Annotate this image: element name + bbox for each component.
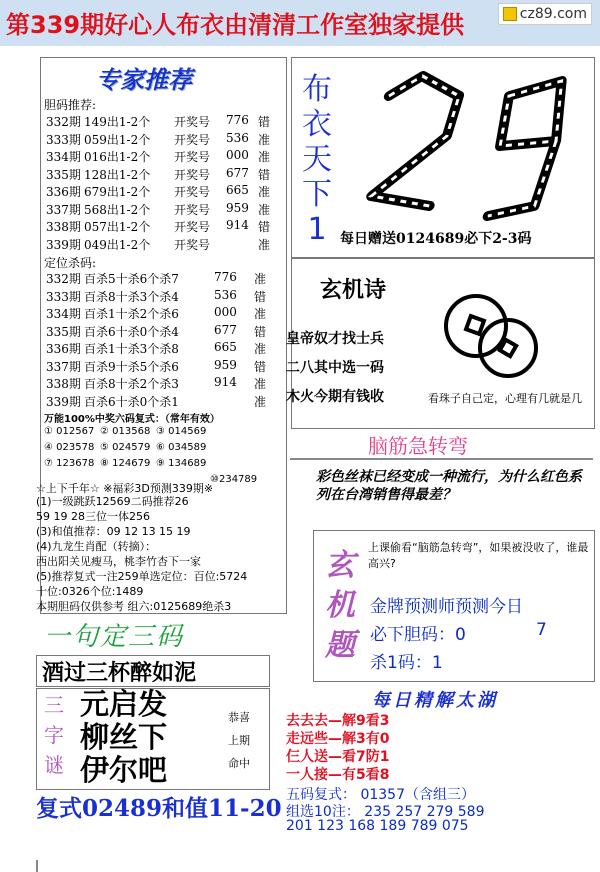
kill-label: 定位杀码:: [44, 256, 97, 270]
dan-num: 000: [226, 148, 249, 162]
congrats-line: 命中: [228, 757, 250, 770]
kill-period: 336期: [46, 342, 81, 356]
dan-table: [46, 113, 281, 253]
xuanji-char: 机: [325, 588, 355, 623]
brain-question: 彩色丝袜已经变成一种流行，为什么红色系列在台湾销售得最差？: [316, 469, 582, 503]
kill-pick: 百杀9十杀5个杀6: [84, 359, 179, 374]
xuanji-line2: 必下胆码：0: [370, 625, 466, 645]
kill-row: [46, 393, 281, 410]
dan-period: 337期: [46, 202, 81, 217]
dan-row: [46, 183, 281, 200]
dan-period: 339期: [46, 237, 81, 252]
kill-pick: 百杀1十杀3个杀8: [84, 342, 179, 356]
dan-res: 准: [258, 150, 271, 164]
xuanji-char: 玄: [325, 548, 355, 583]
big-number-graphic: [346, 56, 586, 228]
daily-gift: 每日赠送0124689必下2-3码: [340, 231, 532, 247]
six-code-item: ⑩234789: [210, 474, 258, 485]
taihu-line: 一人接—有5看8: [286, 767, 390, 783]
logo-text: cz89.com: [519, 6, 587, 22]
dan-row: [46, 218, 281, 235]
dan-row: [46, 166, 281, 183]
dan-pick: 057出1-2个: [84, 220, 151, 234]
congrats-line: 上期: [228, 734, 250, 747]
logo-icon: [503, 7, 517, 21]
xuanji-line2-b: 7: [536, 620, 547, 640]
dan-row: [46, 131, 281, 148]
dan-label: 开奖号: [174, 220, 211, 234]
buyi-char: 1: [307, 212, 327, 247]
buyi-char: 天: [302, 142, 332, 177]
forecast-lines: [36, 494, 247, 614]
forecast-line: (4)九龙生肖配（转摘）：: [36, 540, 157, 553]
dan-label: 开奖号: [174, 150, 211, 164]
kill-row: [46, 305, 281, 322]
divider: [290, 458, 593, 460]
buyi-char: 衣: [302, 107, 332, 142]
kill-res: 准: [254, 307, 267, 321]
forecast-line: (1)一级跳跃12569二码推荐26: [36, 495, 189, 508]
taihu-lines: [286, 712, 389, 784]
kill-period: 334期: [46, 307, 81, 321]
kill-res: 错: [254, 359, 267, 374]
buyi-char: 布: [302, 72, 332, 107]
dan-num: 776: [226, 113, 249, 127]
dan-num: 665: [226, 183, 249, 197]
dan-pick: 128出1-2个: [84, 167, 151, 182]
dan-period: 335期: [46, 167, 81, 182]
kill-row: [46, 288, 281, 305]
dan-row: [46, 148, 281, 165]
xuanji-line3: 杀1码：1: [370, 653, 443, 673]
dan-label: 开奖号: [174, 115, 211, 129]
dan-res: 准: [258, 132, 271, 147]
kill-num: 000: [214, 305, 237, 319]
kill-period: 338期: [46, 377, 81, 391]
kill-row: [46, 270, 281, 287]
dan-period: 332期: [46, 115, 81, 129]
dan-res: 准: [258, 202, 271, 217]
buyi-char: 下: [302, 177, 332, 212]
dan-label: 开奖号: [174, 167, 211, 182]
wuma: 五码复式： 01357（含组三）: [286, 787, 475, 803]
forecast-line: 本期胆码仅供参考 组六:0125689绝杀3: [36, 600, 232, 613]
yiju-phrase: 酒过三杯醉如泥: [42, 660, 197, 686]
congrats-line: 恭喜: [228, 711, 250, 724]
six-code-item: ① 012567: [44, 426, 95, 437]
dan-num: 677: [226, 165, 249, 180]
kill-row: [46, 340, 281, 357]
riddle-side: [40, 690, 68, 780]
header-banner: [0, 0, 600, 46]
kill-period: 333期: [46, 289, 81, 304]
dan-num: 914: [226, 218, 249, 232]
zu2: 201 123 168 189 789 075: [286, 818, 469, 834]
dan-period: 334期: [46, 150, 81, 164]
riddle-side-char: 谜: [44, 753, 64, 777]
kill-res: 准: [254, 342, 267, 356]
dan-label: 开奖号: [174, 202, 211, 217]
dan-res: 错: [258, 167, 271, 182]
kill-res: 错: [254, 324, 267, 339]
riddle-side-char: 三: [44, 693, 64, 717]
yiju-title: 一句定三码: [44, 622, 185, 652]
brain-title: 脑筋急转弯: [368, 434, 468, 458]
poem-line: 木火今期有钱收: [286, 389, 384, 405]
poem-lines: [286, 325, 384, 412]
kill-pick: 百杀6十杀0个杀1: [84, 394, 179, 409]
xuanji-char: 题: [325, 628, 355, 663]
kill-res: 错: [254, 289, 267, 304]
buyi-vertical: [298, 72, 336, 247]
dan-label: 开奖号: [174, 132, 211, 147]
riddle-line: 伊尔吧: [80, 753, 168, 787]
kill-num: 677: [214, 322, 237, 337]
dan-res: 错: [258, 115, 271, 129]
kill-pick: 百杀6十杀0个杀4: [84, 324, 179, 339]
kill-res: 准: [254, 394, 267, 409]
kill-pick: 百杀1十杀2个杀6: [84, 307, 179, 321]
dan-res: 准: [258, 185, 271, 199]
forecast-line: 十位:0326个位:1489: [36, 585, 144, 598]
kill-pick: 百杀8十杀3个杀4: [84, 289, 179, 304]
kill-row: [46, 358, 281, 375]
poem-hint: 看珠子自己定，心理有几就是几: [428, 392, 582, 405]
dan-pick: 149出1-2个: [84, 115, 151, 129]
digit-9: [488, 81, 567, 216]
dan-res: 错: [258, 220, 271, 234]
xuanji-side: [320, 546, 360, 666]
six-code-item: ⑨ 134689: [156, 458, 207, 469]
six-code-grid: [44, 426, 284, 485]
poem-title: 玄机诗: [320, 278, 387, 303]
kill-num: 776: [214, 270, 237, 284]
dan-row: [46, 236, 281, 253]
kill-pick: 百杀5十杀6个杀7: [84, 272, 179, 286]
riddle-line: 柳丝下: [80, 720, 168, 754]
kill-row: [46, 323, 281, 340]
dan-res: 准: [258, 237, 271, 252]
poem-line: 二八其中选一码: [286, 360, 384, 376]
six-code-item: ⑧ 124679: [100, 458, 151, 469]
forecast-head: ☆上下千年☆ ※福彩3D预测339期※: [36, 482, 214, 495]
dan-label: 开奖号: [174, 185, 211, 199]
kill-pick: 百杀8十杀2个杀3: [84, 377, 179, 391]
six-code-title: 万能100%中奖六码复式：（常年有效）: [44, 414, 220, 425]
expert-title: 专家推荐: [96, 65, 192, 94]
taihu-line: 仨人送—看7防1: [286, 749, 390, 765]
zu1: 组选10注： 235 257 279 589: [286, 804, 485, 820]
dan-pick: 059出1-2个: [84, 132, 151, 147]
dan-row: [46, 201, 281, 218]
taihu-line: 去去去—解9看3: [286, 713, 390, 729]
kill-period: 337期: [46, 359, 81, 374]
dan-num: 536: [226, 130, 249, 145]
kill-res: 准: [254, 377, 267, 391]
kill-res: 准: [254, 272, 267, 286]
site-logo[interactable]: [498, 3, 592, 25]
fushi-line: 复式02489和值11-20: [36, 795, 282, 822]
riddle-side-char: 字: [44, 723, 64, 747]
six-code-item: ④ 023578: [44, 442, 95, 453]
kill-period: 332期: [46, 272, 81, 286]
dan-label: 胆码推荐:: [44, 98, 97, 112]
dan-period: 338期: [46, 220, 81, 234]
kill-period: 335期: [46, 324, 81, 339]
xuanji-note: 上课偷看“脑筋急转弯”，如果被没收了，谁最高兴?: [368, 541, 589, 570]
dan-pick: 568出1-2个: [84, 202, 151, 217]
dan-row: [46, 113, 281, 130]
kill-num: 665: [214, 340, 237, 354]
six-code-item: ② 013568: [100, 426, 151, 437]
six-code-item: ③ 014569: [156, 426, 207, 437]
taihu-line: 走远些—解3有0: [286, 731, 390, 747]
kill-num: 914: [214, 375, 237, 389]
dan-period: 333期: [46, 132, 81, 147]
kill-period: 339期: [46, 394, 81, 409]
kill-num: 536: [214, 287, 237, 302]
poem-line: 皇帝奴才找士兵: [286, 331, 384, 347]
taihu-title: 每日精解太湖: [372, 690, 498, 711]
dan-pick: 049出1-2个: [84, 237, 151, 252]
six-code-item: ⑤ 024579: [100, 442, 151, 453]
forecast-line: 西出阳关见瘦马，桃李竹杏下一家: [36, 555, 201, 568]
dan-num: 959: [226, 200, 249, 215]
xuanji-line1: 金牌预测师预测今日: [370, 597, 523, 617]
page-title: 第339期好心人布衣由清清工作室独家提供: [6, 11, 465, 39]
six-code-item: ⑥ 034589: [156, 442, 207, 453]
mark: [36, 860, 38, 872]
kill-row: [46, 375, 281, 392]
dan-period: 336期: [46, 185, 81, 199]
kill-table: [46, 270, 281, 410]
forecast-line: 59 19 28三位一体256: [36, 510, 150, 523]
six-code-item: ⑦ 123678: [44, 458, 95, 469]
congrats: [228, 706, 250, 775]
coins-graphic: [426, 286, 546, 386]
riddle-line: 元启发: [80, 687, 168, 721]
forecast-line: (3)和值推荐：09 12 13 15 19: [36, 525, 191, 538]
forecast-line: (5)推荐复式一注259单选定位：百位:5724: [36, 570, 248, 583]
dan-label: 开奖号: [174, 237, 211, 252]
dan-pick: 679出1-2个: [84, 185, 151, 199]
dan-pick: 016出1-2个: [84, 150, 151, 164]
kill-num: 959: [214, 357, 237, 372]
riddle-lines: [80, 688, 167, 787]
